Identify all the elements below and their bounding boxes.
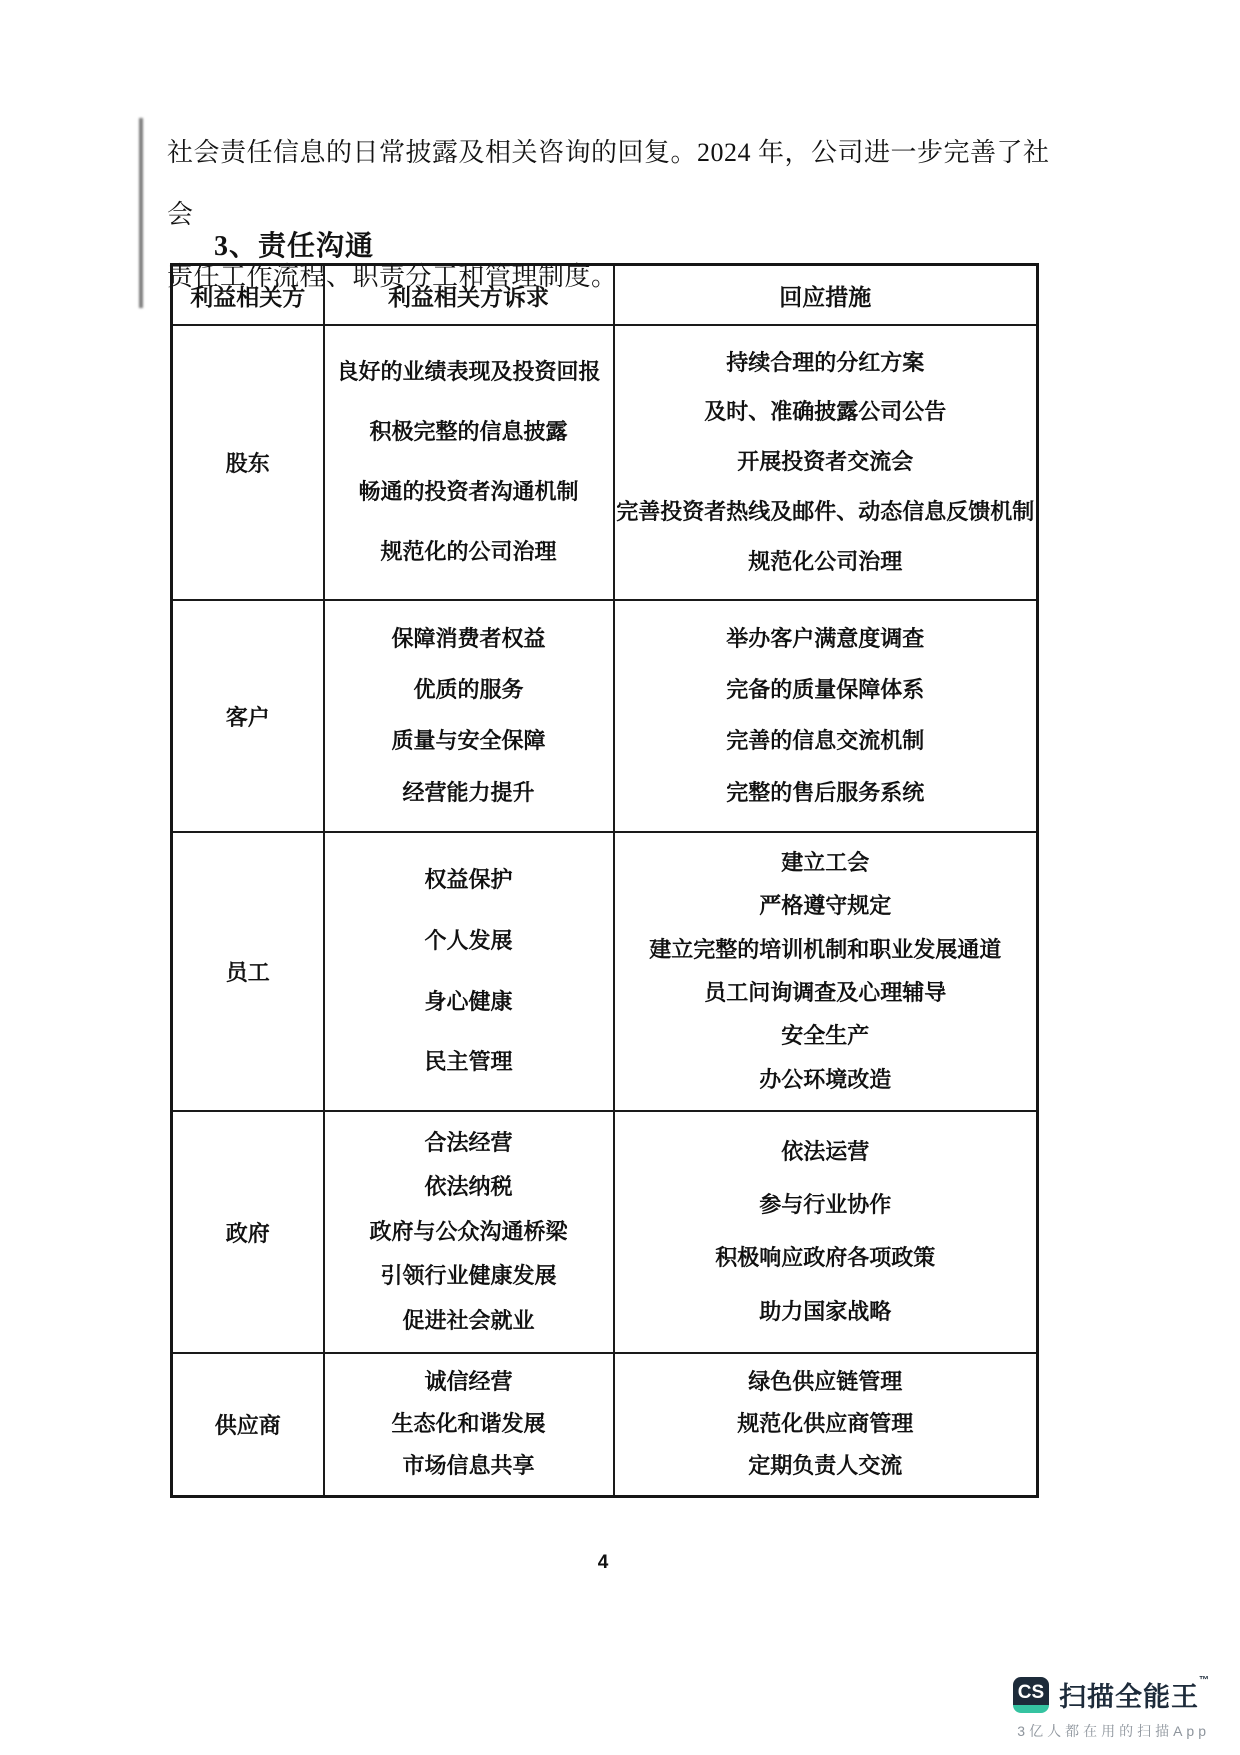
response-line: 及时、准确披露公司公告 [704, 399, 947, 425]
stakeholder-name: 客户 [225, 704, 270, 730]
response-line: 完整的售后服务系统 [726, 779, 925, 805]
scan-artifact-streak [139, 118, 143, 308]
stakeholder-name: 政府 [225, 1220, 270, 1246]
response-line: 参与行业协作 [759, 1192, 892, 1218]
demand-line: 畅通的投资者沟通机制 [358, 479, 579, 505]
demand-line: 保障消费者权益 [391, 625, 546, 651]
demand-line: 诚信经营 [424, 1369, 513, 1395]
header-demands: 利益相关方诉求 [324, 265, 614, 326]
response-line: 完善投资者热线及邮件、动态信息反馈机制 [616, 499, 1035, 525]
table-header-row [172, 265, 1038, 326]
response-line: 规范化供应商管理 [737, 1411, 914, 1437]
responses-cell [614, 1111, 1038, 1353]
header-responses: 回应措施 [614, 265, 1038, 326]
trademark-symbol: ™ [1199, 1675, 1210, 1686]
camscanner-brand [1059, 1675, 1210, 1714]
response-line: 规范化公司治理 [748, 549, 903, 575]
stakeholder-name: 股东 [225, 451, 270, 476]
stakeholder-table-body [172, 325, 1038, 1497]
watermark-brand-row [1013, 1675, 1210, 1714]
response-line: 依法运营 [781, 1138, 870, 1164]
response-line: 绿色供应链管理 [748, 1369, 903, 1395]
response-line: 建立工会 [781, 849, 870, 875]
response-line: 安全生产 [781, 1023, 870, 1049]
camscanner-logo-icon [1013, 1677, 1049, 1713]
camscanner-logo-letters: CS [1017, 1681, 1045, 1703]
demands-cell [324, 600, 614, 832]
response-line: 办公环境改造 [759, 1066, 892, 1092]
section-heading: 3、责任沟通 [214, 231, 375, 262]
demand-line: 良好的业绩表现及投资回报 [336, 359, 601, 385]
camscanner-watermark [1013, 1675, 1210, 1741]
stakeholder-cell [172, 1111, 324, 1353]
stakeholder-name: 供应商 [214, 1413, 281, 1438]
response-line: 持续合理的分红方案 [726, 349, 925, 375]
demands-cell [324, 1111, 614, 1353]
demand-line: 个人发展 [424, 927, 513, 953]
demand-line: 生态化和谐发展 [391, 1411, 546, 1437]
demand-line: 身心健康 [424, 988, 513, 1014]
stakeholder-cell [172, 600, 324, 832]
demand-line: 优质的服务 [413, 677, 524, 703]
response-line: 助力国家战略 [759, 1298, 892, 1324]
responses-cell [614, 600, 1038, 832]
response-line: 完备的质量保障体系 [726, 677, 925, 703]
demand-line: 质量与安全保障 [391, 728, 546, 754]
stakeholder-table [170, 263, 1039, 1498]
table-row [172, 325, 1038, 600]
intro-line-1: 社会责任信息的日常披露及相关咨询的回复。2024 年，公司进一步完善了社会 [167, 138, 1050, 229]
response-line: 定期负责人交流 [748, 1453, 903, 1479]
demand-line: 民主管理 [424, 1049, 513, 1075]
responses-cell [614, 832, 1038, 1111]
header-stakeholder: 利益相关方 [172, 265, 324, 326]
stakeholder-cell [172, 1353, 324, 1497]
table-row [172, 1353, 1038, 1497]
demand-line: 政府与公众沟通桥梁 [369, 1218, 568, 1244]
demand-line: 引领行业健康发展 [380, 1263, 557, 1289]
demand-line: 积极完整的信息披露 [369, 419, 568, 445]
stakeholder-name: 员工 [225, 960, 270, 985]
table-row [172, 832, 1038, 1111]
demands-cell [324, 832, 614, 1111]
response-line: 建立完整的培训机制和职业发展通道 [649, 936, 1002, 962]
table-row [172, 600, 1038, 832]
demand-line: 促进社会就业 [402, 1307, 535, 1333]
demand-line: 规范化的公司治理 [380, 539, 557, 565]
demand-line: 依法纳税 [424, 1174, 513, 1200]
camscanner-tagline: 3亿人都在用的扫描App [1017, 1723, 1210, 1739]
response-line: 举办客户满意度调查 [726, 625, 925, 651]
demand-line: 市场信息共享 [402, 1453, 535, 1479]
response-line: 积极响应政府各项政策 [715, 1245, 936, 1271]
demands-cell [324, 325, 614, 600]
stakeholder-cell [172, 832, 324, 1111]
page-number: 4 [597, 1552, 609, 1573]
demand-line: 权益保护 [424, 867, 513, 893]
demand-line: 经营能力提升 [402, 779, 535, 805]
demands-cell [324, 1353, 614, 1497]
intro-line-2: 责任工作流程、职责分工和管理制度。 [167, 262, 618, 291]
responses-cell [614, 1353, 1038, 1497]
response-line: 开展投资者交流会 [737, 449, 914, 475]
responses-cell [614, 325, 1038, 600]
response-line: 完善的信息交流机制 [726, 728, 925, 754]
response-line: 员工问询调查及心理辅导 [704, 979, 947, 1005]
demand-line: 合法经营 [424, 1130, 513, 1155]
response-line: 严格遵守规定 [759, 893, 892, 919]
table-row [172, 1111, 1038, 1353]
stakeholder-cell [172, 325, 324, 600]
camscanner-brand-text: 扫描全能王 [1059, 1682, 1199, 1712]
